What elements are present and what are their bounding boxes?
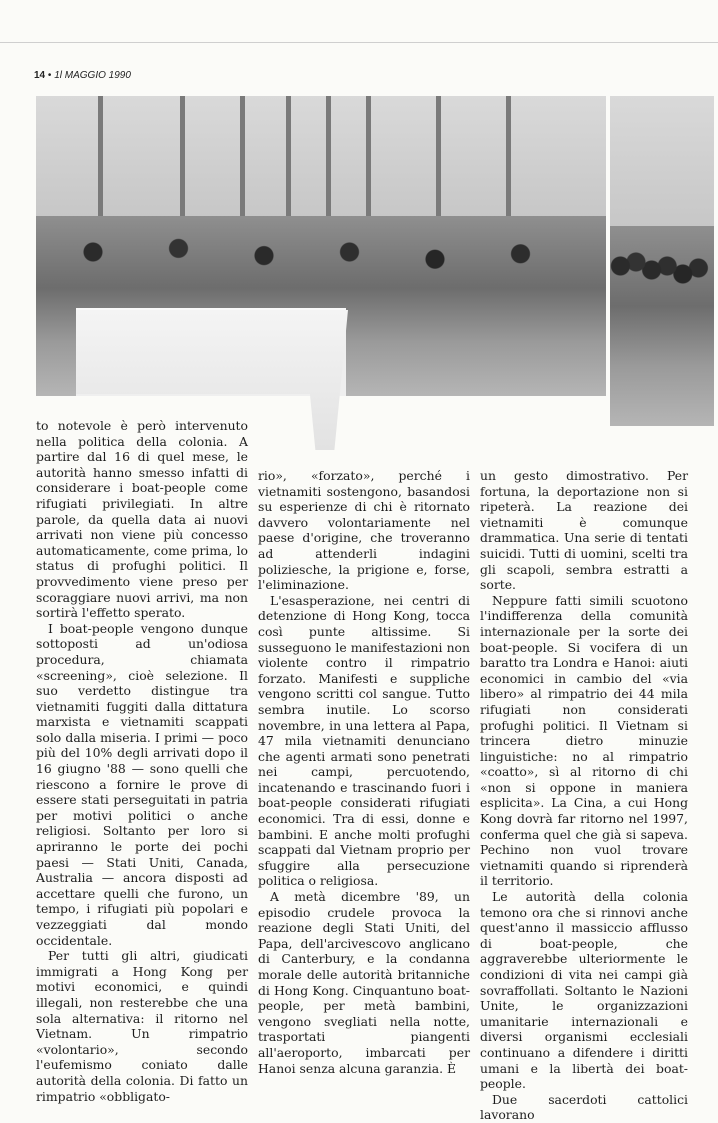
- running-header: [34, 70, 131, 81]
- photo-sky: [36, 96, 606, 216]
- fence-post: [436, 96, 441, 216]
- paragraph: Due sacerdoti cattolici lavorano: [480, 1091, 688, 1123]
- article-column-2: [258, 468, 470, 1076]
- article-column-3: [480, 468, 688, 1123]
- article-column-1: [36, 418, 248, 1104]
- page-number: 14: [34, 70, 46, 81]
- paragraph: L'esasperazione, nei centri di detenzione di Hong Kong, tocca così punte altissime. Si susseguono le manifestazioni non violente contro il rimpatrio forzato. Manifesti e suppliche vengono scritti col sangue. Tutto sembra inutile. Lo scorso novembre, in una lettera al Papa, 47 mila vietnamiti denunciano che agenti armati sono penetrati nei campi, percuotendo, incatenando e trascinando fuori i boat-people considerati rifugiati economici. Tra di essi, donne e bambini. E anche molti profughi scappati dal Vietnam proprio per sfuggire alla persecuzione politica o religiosa.: [258, 592, 470, 889]
- paragraph: A metà dicembre '89, un episodio crudele provoca la reazione degli Stati Uniti, del Papa, dell'arcivescovo anglicano di Canterbury, e la condanna morale delle autorità britanniche di Hong Kong. Cinquantuno boat-people, per metà bambini, vengono svegliati nella notte, trasportati piangenti all'aeroporto, imbarcati per Hanoi senza alcuna garanzia. È: [258, 889, 470, 1076]
- fence-post: [366, 96, 371, 216]
- refugee-camp-photo-right: [610, 96, 714, 426]
- fence-post: [98, 96, 103, 236]
- top-rule: [0, 42, 718, 43]
- paragraph: un gesto dimostrativo. Per fortuna, la deportazione non si ripeterà. La reazione dei vietnamiti è comunque drammatica. Una serie di tentati suicidi. Tutti di uomini, scelti tra gli scapoli, sembra estratti a sorte.: [480, 468, 688, 593]
- fence-post: [286, 96, 291, 236]
- fence-post: [240, 96, 245, 236]
- photo-sky: [610, 96, 714, 226]
- paragraph: Per tutti gli altri, giudicati immigrati a Hong Kong per motivi economici, e quindi illegali, non resterebbe che una sola alternativa: il ritorno nel Vietnam. Un rimpatrio «volontario», secondo l'eufemismo coniato dalle autorità della colonia. Di fatto un rimpatrio «obbligato-: [36, 948, 248, 1104]
- fence-post: [326, 96, 331, 236]
- photo-crowd: [610, 226, 714, 426]
- fence-post: [180, 96, 185, 236]
- paragraph: Le autorità della colonia temono ora che si rinnovi anche quest'anno il massiccio afflusso di boat-people, che aggraverebbe ulteriormente le condizioni di vita nei campi già sovraffollati. Soltanto le Nazioni Unite, le organizzazioni umanitarie internazionali e diversi organismi ecclesiali continuano a difendere i diritti umani e la libertà dei boat-people.: [480, 889, 688, 1092]
- paragraph: I boat-people vengono dunque sottoposti ad un'odiosa procedura, chiamata «screening», cioè selezione. Il suo verdetto distingue tra vietnamiti fuggiti dalla dittatura marxista e vietnamiti scappati solo dalla miseria. I primi — poco più del 10% degli arrivati dopo il 16 giugno '88 — sono quelli che riescono a fornire le prove di essere stati perseguitati in patria per motivi politici o anche religiosi. Soltanto per loro si apriranno le porte dei pochi paesi — Stati Uniti, Canada, Australia — ancora disposti ad accettare quelli che furono, un tempo, i rifugiati più popolari e vezzeggiati dal mondo occidentale.: [36, 620, 248, 948]
- paragraph: Neppure fatti simili scuotono l'indifferenza della comunità internazionale per la sorte dei boat-people. Si vocifera di un baratto tra Londra e Hanoi: aiuti economici in cambio del «via libero» al rimpatrio dei 44 mila rifugiati non considerati profughi politici. Il Vietnam si trincera dietro minuzie linguistiche: no al rimpatrio «coatto», sì al ritorno di chi «non si oppone in maniera esplicita». La Cina, a cui Hong Kong dovrà far ritorno nel 1997, conferma quel che già si sapeva. Pechino non vuol trovare vietnamiti quando si riprenderà il territorio.: [480, 592, 688, 889]
- paragraph: rio», «forzato», perché i vietnamiti sostengono, basandosi su esperienze di chi è ritornato davvero volontariamente nel paese d'origine, che troveranno ad attenderli indagini poliziesche, la prigione e, forse, l'eliminazione.: [258, 468, 470, 593]
- fence-post: [506, 96, 511, 216]
- header-separator: •: [47, 70, 52, 81]
- paragraph: to notevole è però intervenuto nella politica della colonia. A partire dal 16 di quel mese, le autorità hanno smesso infatti di considerare i boat-people come rifugiati privilegiati. In altre parole, da quella data ai nuovi arrivati non viene più concesso automaticamente, come prima, lo status di profughi politici. Il provvedimento viene preso per scoraggiare nuovi arrivi, ma non sortirà l'effetto sperato.: [36, 418, 248, 621]
- issue-date: 1l MAGGIO 1990: [54, 70, 131, 81]
